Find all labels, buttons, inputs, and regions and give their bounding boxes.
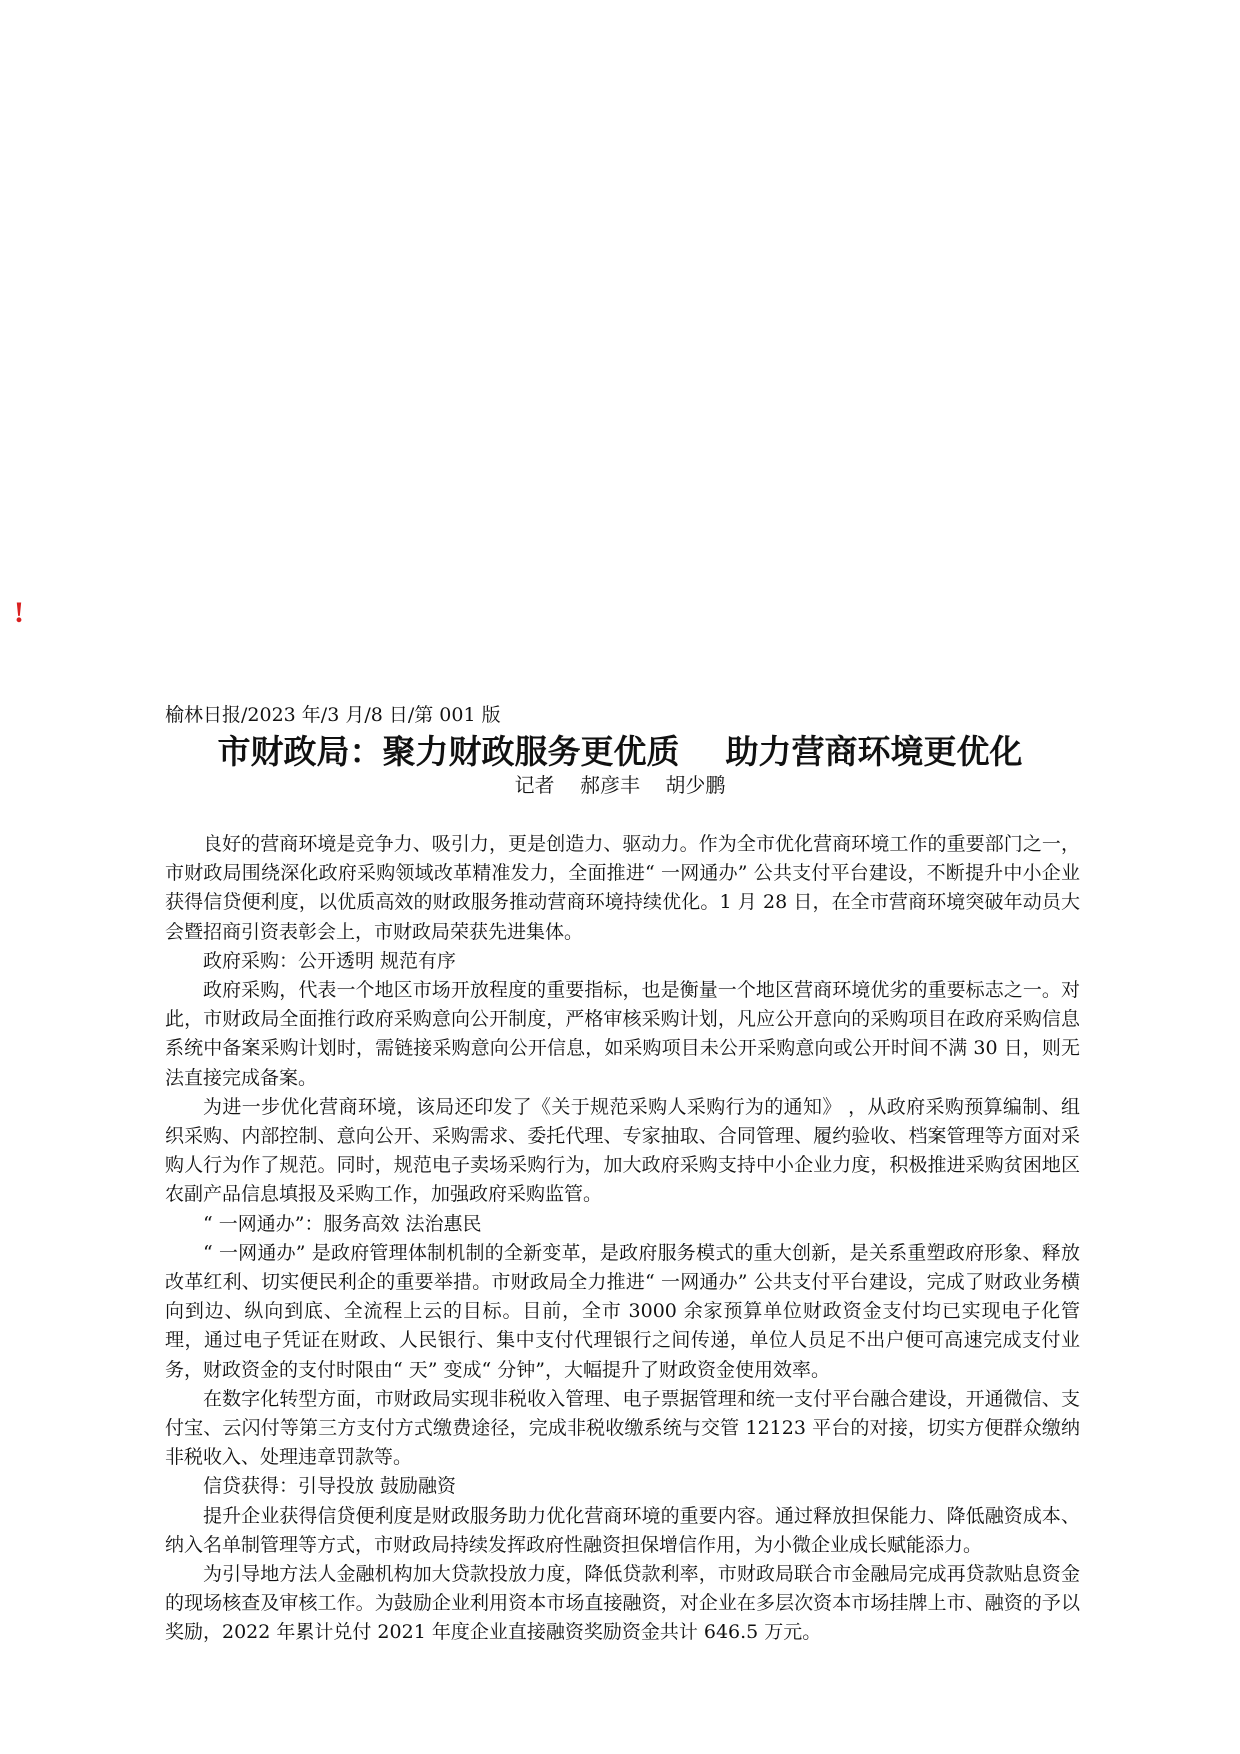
section-heading: “ 一网通办”：服务高效 法治惠民 <box>203 1212 482 1235</box>
paragraph: 良好的营商环境是竞争力、吸引力，更是创造力、驱动力。作为全市优化营商环境工作的重要部门之一，市财政局围绕深化政府采购领域改革精准发力，全面推进“ 一网通办” 公共支付平台建设，不断提升中小企业获得信贷便利度，以优质高效的财政服务推动营商环境持续优化。1 月 28 日，在全市营商环境突破年动员大会暨招商引资表彰会上，市财政局荣获先进集体。 <box>165 833 1080 943</box>
paragraph: 提升企业获得信贷便利度是财政服务助力优化营商环境的重要内容。通过释放担保能力、降低融资成本、纳入名单制管理等方式，市财政局持续发挥政府性融资担保增信作用，为小微企业成长赋能添力。 <box>165 1504 1080 1556</box>
byline: 记者 郝彦丰 胡少鹏 <box>514 773 726 797</box>
paragraph: “ 一网通办” 是政府管理体制机制的全新变革，是政府服务模式的重大创新，是关系重塑政府形象、释放改革红利、切实便民利企的重要举措。市财政局全力推进“ 一网通办” 公共支付平台建设，完成了财政业务横向到边、纵向到底、全流程上云的目标。目前，全市 3000 余家预算单位财政资金支付均已实现电子化管理，通过电子凭证在财政、人民银行、集中支付代理银行之间传递，单位人员足不出户便可高速完成支付业务，财政资金的支付时限由“ 天” 变成“ 分钟”，大幅提升了财政资金使用效率。 <box>165 1241 1080 1381</box>
article-body <box>165 830 1080 1648</box>
paragraph: 在数字化转型方面，市财政局实现非税收入管理、电子票据管理和统一支付平台融合建设，开通微信、支付宝、云闪付等第三方支付方式缴费途径，完成非税收缴系统与交管 12123 平台的对接，切实方便群众缴纳非税收入、处理违章罚款等。 <box>165 1387 1080 1469</box>
dateline: 榆林日报/2023 年/3 月/8 日/第 001 版 <box>165 704 501 726</box>
section-heading: 信贷获得：引导投放 鼓励融资 <box>203 1475 457 1498</box>
red-exclamation-mark: ! <box>14 596 24 629</box>
section-heading: 政府采购：公开透明 规范有序 <box>203 949 457 972</box>
paragraph: 政府采购，代表一个地区市场开放程度的重要指标，也是衡量一个地区营商环境优劣的重要标志之一。对此，市财政局全面推行政府采购意向公开制度，严格审核采购计划，凡应公开意向的采购项目在政府采购信息系统中备案采购计划时，需链接采购意向公开信息，如采购项目未公开采购意向或公开时间不满 30 日，则无法直接完成备案。 <box>165 979 1080 1089</box>
paragraph: 为进一步优化营商环境，该局还印发了《关于规范采购人采购行为的通知》 ，从政府采购预算编制、组织采购、内部控制、意向公开、采购需求、委托代理、专家抽取、合同管理、履约验收、档案管理等方面对采购人行为作了规范。同时，规范电子卖场采购行为，加大政府采购支持中小企业力度，积极推进采购贫困地区农副产品信息填报及采购工作，加强政府采购监管。 <box>165 1095 1080 1206</box>
paragraph: 为引导地方法人金融机构加大贷款投放力度，降低贷款利率，市财政局联合市金融局完成再贷款贴息资金的现场核查及审核工作。为鼓励企业利用资本市场直接融资，对企业在多层次资本市场挂牌上市、融资的予以奖励，2022 年累计兑付 2021 年度企业直接融资奖励资金共计 646.5 万元。 <box>165 1563 1080 1644</box>
article-title: 市财政局：聚力财政服务更优质 助力营商环境更优化 <box>217 732 1023 771</box>
